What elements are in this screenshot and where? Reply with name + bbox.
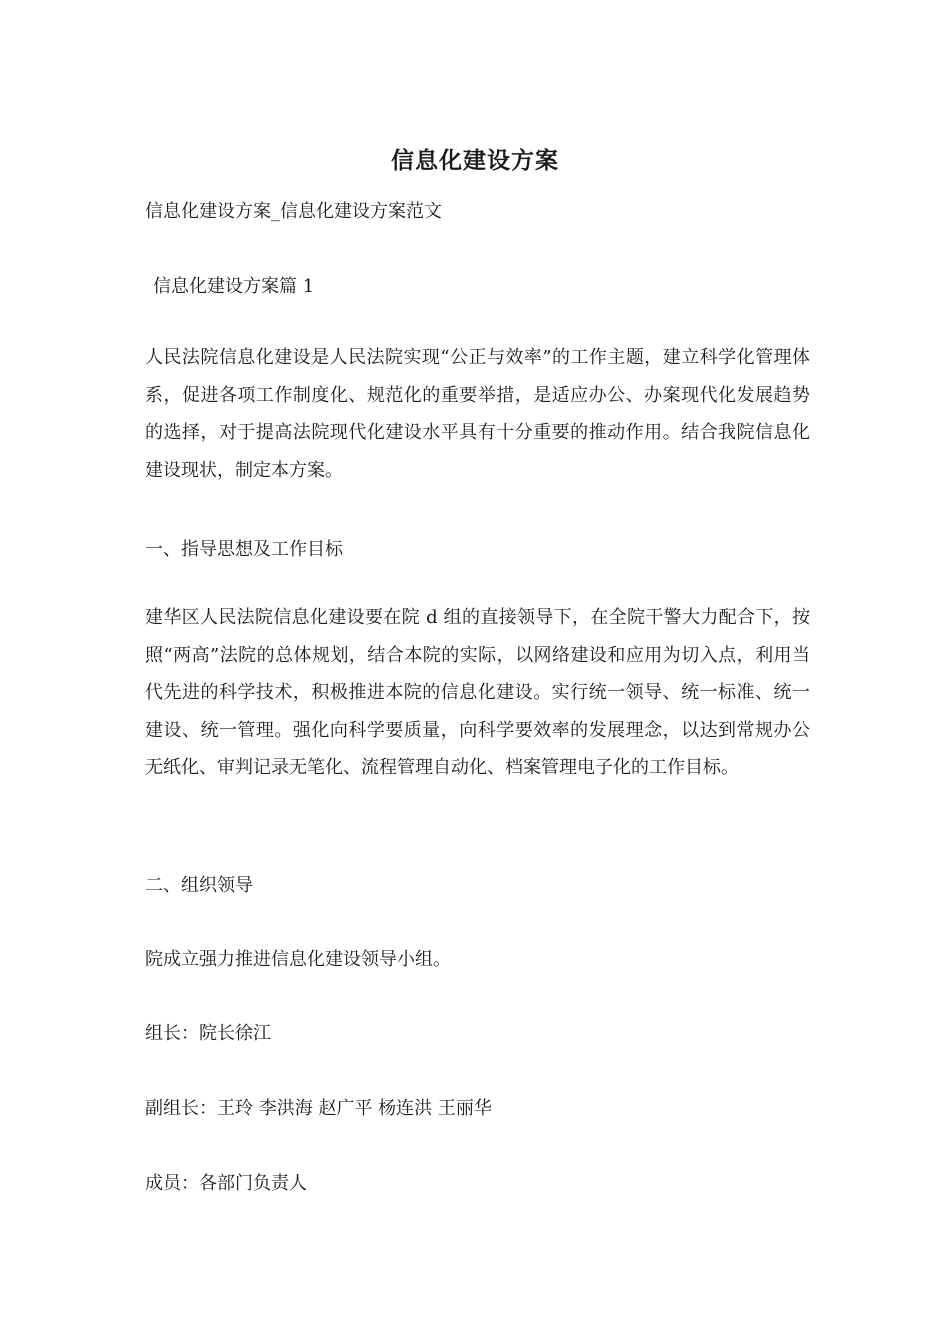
- intro-paragraph: 人民法院信息化建设是人民法院实现“公正与效率”的工作主题，建立科学化管理体系，促进各项工作制度化、规范化的重要举措，是适应办公、办案现代化发展趋势的选择，对于提高法院现代化建设水平具有十分重要的推动作用。结合我院信息化建设现状，制定本方案。: [145, 347, 810, 481]
- paragraph-guiding-ideas: 建华区人民法院信息化建设要在院 d 组的直接领导下，在全院干警大力配合下，按照“两高”法院的总体规划，结合本院的实际，以网络建设和应用为切入点，利用当代先进的科学技术，积极推进本院的信息化建设。实行统一领导、统一标准、统一建设、统一管理。强化向科学要质量，向科学要效率的发展理念，以达到常规办公无纸化、审判记录无笔化、流程管理自动化、档案管理电子化的工作目标。: [145, 607, 810, 778]
- heading-organization: 二、组织领导: [145, 875, 253, 896]
- document-title: 信息化建设方案: [391, 147, 559, 174]
- members-line: 成员：各部门负责人: [145, 1173, 307, 1194]
- heading-guiding-ideas: 一、指导思想及工作目标: [145, 539, 343, 560]
- document-subtitle: 信息化建设方案_信息化建设方案范文: [145, 201, 442, 222]
- leader-line: 组长：院长徐江: [145, 1023, 271, 1044]
- deputy-leaders-line: 副组长：王玲 李洪海 赵广平 杨连洪 王丽华: [145, 1098, 492, 1119]
- section-heading: 信息化建设方案篇 1: [153, 276, 315, 297]
- paragraph-organization: 院成立强力推进信息化建设领导小组。: [145, 949, 451, 970]
